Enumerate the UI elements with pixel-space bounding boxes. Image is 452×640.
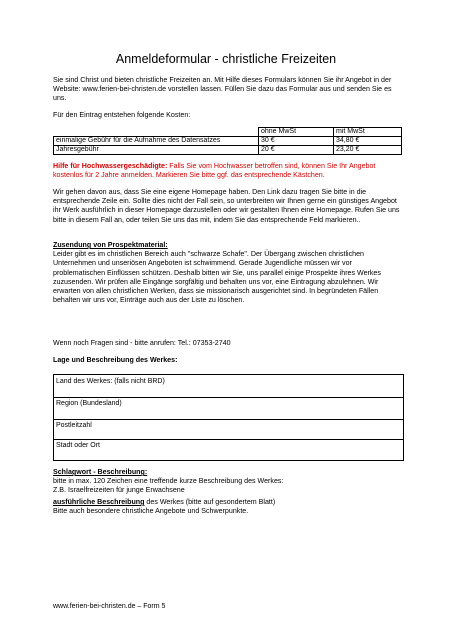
- homepage-paragraph: [53, 188, 405, 225]
- cost-table-header: [54, 128, 402, 137]
- cost-net-value: 30 €: [259, 137, 334, 146]
- table-row: [54, 137, 402, 146]
- prospekt-heading: Zusendung von Prospektmaterial:: [53, 241, 168, 249]
- cost-gross-value: 34,80 €: [334, 137, 402, 146]
- city-field[interactable]: [54, 439, 403, 460]
- keyword-line1: bitte in max. 120 Zeichen eine treffende kurze Beschreibung des Werkes:: [53, 477, 284, 486]
- location-heading: Lage und Beschreibung des Werkes:: [53, 356, 178, 364]
- detailed-section: [53, 498, 405, 516]
- page-footer: www.ferien-bei-christen.de – Form 5: [53, 603, 166, 610]
- contact-text: Wenn noch Fragen sind - bitte anrufen: Tel.: 07353-2740: [53, 339, 231, 347]
- postal-code-field[interactable]: [54, 419, 403, 440]
- location-form-table: [53, 374, 404, 461]
- postal-code-field-label: Postleitzahl: [56, 422, 92, 429]
- prospekt-section: [53, 241, 405, 305]
- country-field[interactable]: [54, 375, 403, 398]
- cost-item-label: Jahresgebühr: [54, 146, 259, 155]
- detailed-heading: ausführliche Beschreibung: [53, 498, 145, 506]
- cost-table: [53, 127, 402, 155]
- homepage-text: Wir gehen davon aus, dass Sie eine eigene Homepage haben. Den Link dazu tragen Sie bitte in die entsprechende Zeile ein. Sollte dies nicht der Fall sein, so unterbreiten wir Ihnen gerne ein günstiges Angebot ihr Werk ausführlich in dieser Homepage darzustellen oder wir gestalten Ihnen eine Homepage. Rufen Sie uns bitte in diesem Fall an, oder teilen Sie uns das mit, indem Sie das entsprechende Feld markieren..: [53, 188, 400, 224]
- contact-line: [53, 339, 405, 348]
- flood-heading: Hilfe für Hochwassergeschädigte:: [53, 162, 168, 170]
- cost-gross-value: 23,20 €: [334, 146, 402, 155]
- location-heading-block: [53, 356, 405, 365]
- flood-text: Falls Sie vom Hochwasser betroffen sind, können Sie Ihr Angebot kostenlos für 2 Jahre anmelden. Markieren Sie bitte ggf. das entsprechende Kästchen.: [53, 162, 376, 180]
- keyword-heading: Schlagwort - Beschreibung:: [53, 468, 148, 476]
- cost-item-label: einmalige Gebühr für die Aufnahme des Datensatzes: [54, 137, 259, 146]
- prospekt-text: Leider gibt es im christlichen Bereich auch "schwarze Schafe". Der Übergang zwischen christlichen Unternehmen und unseriösen Angeboten ist schwimmend. Gerade Jugendliche müssen wir vor problematischen Einflüssen schützen. Deshalb bitten wir Sie, uns parallel einige Prospekte ihres Werkes zuzusenden. Wir prüfen alle Eingänge sorgfältig und behalten uns vor, eine Eintragung abzulehnen. Wir erwarten von allen christlichen Werken, dass sie missionarisch ausgerichtet sind. In begründeten Fällen behalten wir uns vor, Einträge auch aus der Liste zu löschen.: [53, 250, 381, 305]
- intro-paragraph: [53, 76, 405, 104]
- detailed-heading-rest: des Werkes (bitte auf gesondertem Blatt): [144, 498, 276, 506]
- page-title: Anmeldeformular - christliche Freizeiten: [115, 52, 337, 66]
- region-field[interactable]: [54, 397, 403, 420]
- flood-paragraph: [53, 162, 405, 180]
- cost-header-blank: [54, 128, 259, 137]
- country-field-label: Land des Werkes: (falls nicht BRD): [56, 378, 165, 385]
- costs-intro: [53, 111, 405, 120]
- costs-intro-text: Für den Eintrag entstehen folgende Kosten:: [53, 111, 191, 119]
- table-row: [54, 146, 402, 155]
- detailed-line2: Bitte auch besondere christliche Angebote und Schwerpunkte.: [53, 507, 249, 516]
- cost-header-net: ohne MwSt: [259, 128, 334, 137]
- city-field-label: Stadt oder Ort: [56, 442, 100, 449]
- region-field-label: Region (Bundesland): [56, 400, 122, 407]
- intro-text: Sie sind Christ und bieten christliche Freizeiten an. Mit Hilfe dieses Formulars können Sie ihr Angebot in der Website: www.ferien-bei-christen.de vorstellen lassen. Füllen Sie dazu das Formular aus und senden Sie es uns.: [53, 76, 392, 103]
- cost-net-value: 20 €: [259, 146, 334, 155]
- cost-header-gross: mit MwSt: [334, 128, 402, 137]
- keyword-section: [53, 468, 405, 496]
- keyword-line2: Z.B. Israelfreizeiten für junge Erwachsene: [53, 486, 185, 495]
